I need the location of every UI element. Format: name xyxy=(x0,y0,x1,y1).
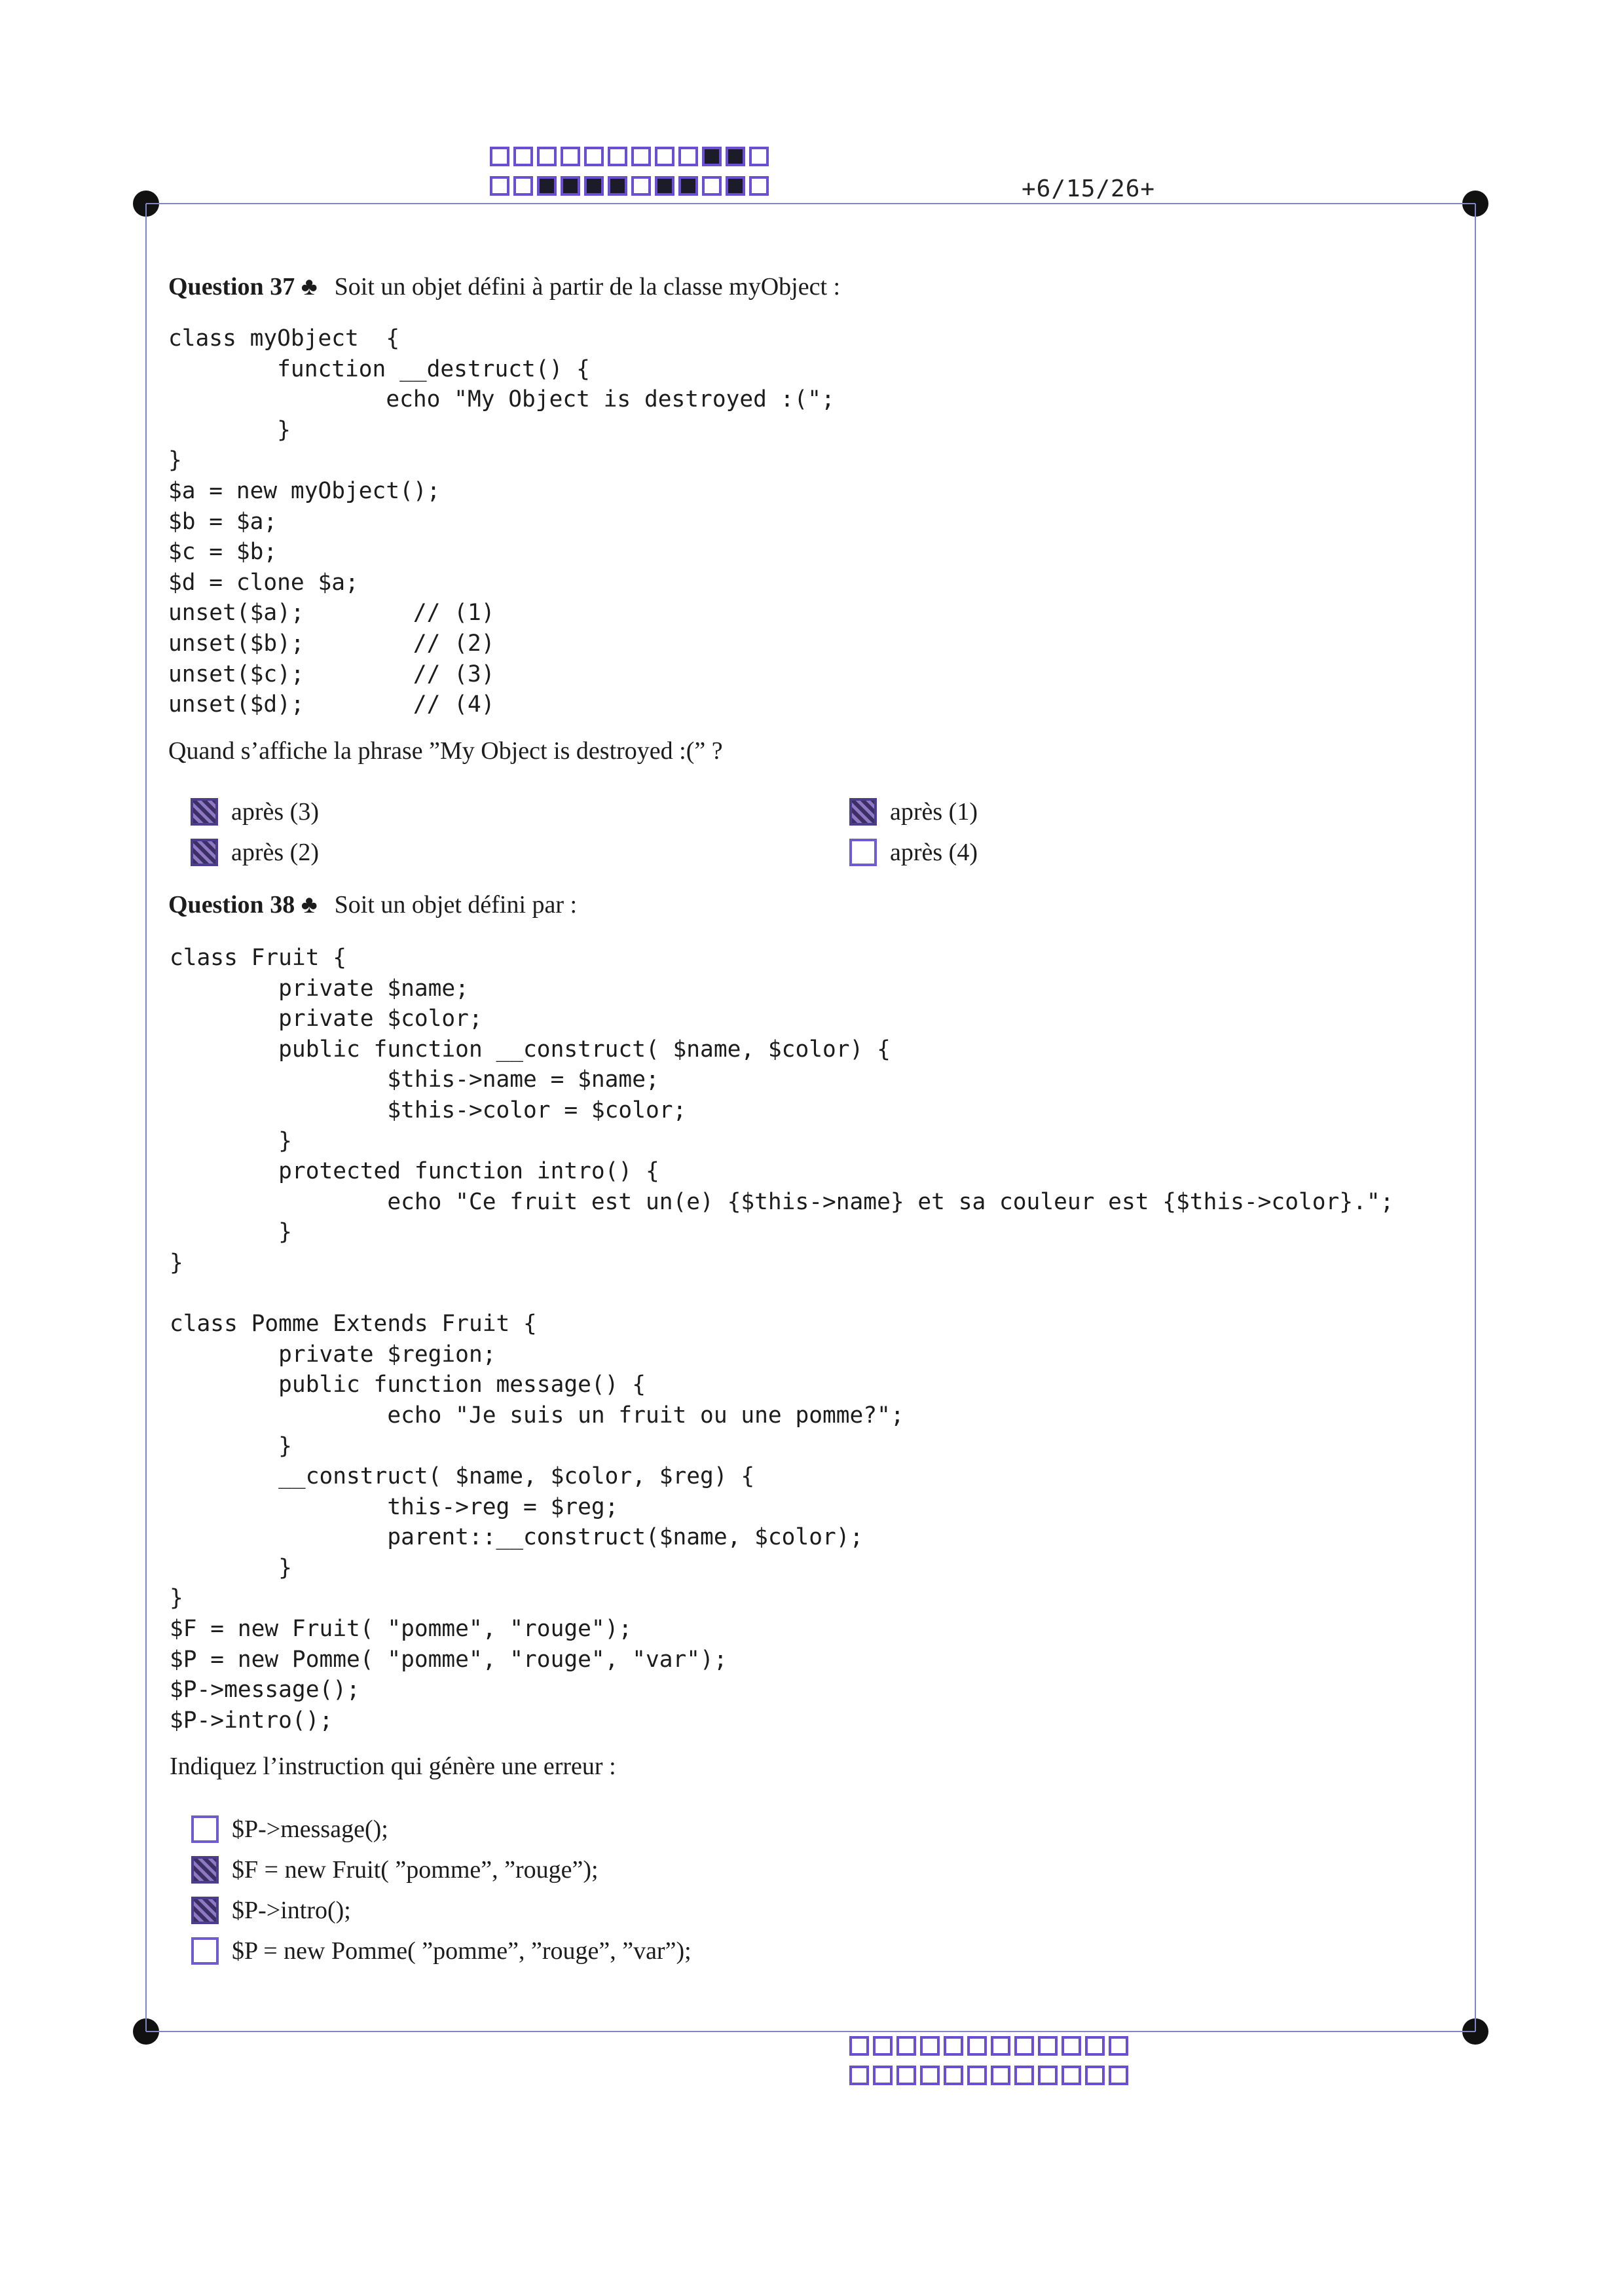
code-box xyxy=(702,176,722,196)
question-38-code: class Fruit { private $name; private $color; public function __construct( $name, $color) { $this->name = $name; $this->color = $color; } protected function intro() { echo "Ce fruit est un(e) {$this->name} et sa couleur est {$this->color}."; } } class Pomme Extends Fruit { private $region; public function message() { echo "Je suis un fruit ou une pomme?"; } __construct( $name, $color, $reg) { this->reg = $reg; parent::__construct($name, $color); } } $F = new Fruit( "pomme", "rouge"); $P = new Pomme( "pomme", "rouge", "var"); $P->message(); $P->intro(); xyxy=(170,945,1394,1734)
question-38-number: Question 38 ♣ xyxy=(168,891,318,919)
q38-checkbox-2[interactable] xyxy=(191,1856,219,1884)
code-box xyxy=(608,176,627,196)
code-box xyxy=(967,2036,987,2056)
code-box xyxy=(655,147,674,166)
code-box xyxy=(1014,2036,1034,2056)
q37-option-label: après (1) xyxy=(890,798,978,826)
code-box xyxy=(561,147,580,166)
code-box xyxy=(944,2036,963,2056)
frame-bottom-line xyxy=(146,2031,1475,2032)
q37-option-apres-2[interactable] xyxy=(191,838,319,867)
q38-option-message[interactable] xyxy=(191,1815,388,1844)
code-box xyxy=(726,176,745,196)
code-box xyxy=(1109,2036,1128,2056)
code-box xyxy=(967,2066,987,2085)
code-box xyxy=(1061,2036,1081,2056)
code-box xyxy=(678,176,698,196)
q38-option-intro[interactable] xyxy=(191,1896,351,1925)
code-box xyxy=(749,147,769,166)
q38-option-new-pomme[interactable] xyxy=(191,1937,692,1965)
q38-checkbox-4[interactable] xyxy=(191,1937,219,1965)
q38-option-new-fruit[interactable] xyxy=(191,1855,599,1884)
code-box xyxy=(920,2066,940,2085)
code-box xyxy=(991,2036,1010,2056)
code-box xyxy=(490,147,509,166)
code-box xyxy=(896,2066,916,2085)
footer-code-row-1 xyxy=(849,2036,1132,2056)
code-box xyxy=(537,147,557,166)
question-37-code: class myObject { function __destruct() { echo "My Object is destroyed :("; } } $a = new myObject(); $b = $a; $c = $b; $d = clone $a; unset($a); // (1) unset($b); // (2) unset($c); // (3) unset($d); // (4) xyxy=(168,325,835,718)
q38-option-label: $F = new Fruit( ”pomme”, ”rouge”); xyxy=(232,1856,599,1884)
code-box xyxy=(896,2036,916,2056)
code-box xyxy=(873,2066,893,2085)
q38-checkbox-1[interactable] xyxy=(191,1815,219,1843)
code-box xyxy=(849,2036,869,2056)
question-37-intro: Soit un objet défini à partir de la classe myObject : xyxy=(334,273,841,301)
q37-checkbox-4[interactable] xyxy=(849,839,877,866)
code-box xyxy=(1014,2066,1034,2085)
code-box xyxy=(561,176,580,196)
code-box xyxy=(991,2066,1010,2085)
frame-left-line xyxy=(145,204,147,2032)
q38-checkbox-3[interactable] xyxy=(191,1897,219,1924)
question-38-header xyxy=(168,890,577,919)
code-box xyxy=(1038,2036,1058,2056)
header-code-row-1 xyxy=(490,147,773,166)
code-box xyxy=(702,147,722,166)
footer-code-row-2 xyxy=(849,2066,1132,2085)
code-box xyxy=(1085,2066,1105,2085)
code-box xyxy=(849,2066,869,2085)
code-box xyxy=(631,147,651,166)
q37-option-apres-4[interactable] xyxy=(849,838,978,867)
question-38-prompt: Indiquez l’instruction qui génère une erreur : xyxy=(170,1753,616,1780)
code-box xyxy=(726,147,745,166)
question-37-header xyxy=(168,272,840,301)
question-37-number: Question 37 ♣ xyxy=(168,273,318,301)
q37-checkbox-3[interactable] xyxy=(849,798,877,826)
q37-option-apres-3[interactable] xyxy=(191,797,319,826)
frame-top-line xyxy=(146,203,1475,204)
q37-option-label: après (2) xyxy=(231,839,319,866)
code-box xyxy=(678,147,698,166)
q38-option-label: $P->message(); xyxy=(232,1815,388,1843)
question-37-prompt: Quand s’affiche la phrase ”My Object is destroyed :(” ? xyxy=(168,737,723,765)
code-box xyxy=(513,176,533,196)
code-box xyxy=(873,2036,893,2056)
code-box xyxy=(1061,2066,1081,2085)
q37-checkbox-2[interactable] xyxy=(191,839,218,866)
q38-option-label: $P = new Pomme( ”pomme”, ”rouge”, ”var”); xyxy=(232,1937,692,1965)
q37-checkbox-1[interactable] xyxy=(191,798,218,826)
code-box xyxy=(944,2066,963,2085)
code-box xyxy=(490,176,509,196)
code-box xyxy=(584,147,604,166)
q37-option-apres-1[interactable] xyxy=(849,797,978,826)
q37-option-label: après (4) xyxy=(890,839,978,866)
code-box xyxy=(1038,2066,1058,2085)
code-box xyxy=(608,147,627,166)
code-box xyxy=(920,2036,940,2056)
code-box xyxy=(537,176,557,196)
code-box xyxy=(584,176,604,196)
q38-option-label: $P->intro(); xyxy=(232,1897,351,1924)
code-box xyxy=(1109,2066,1128,2085)
code-box xyxy=(655,176,674,196)
code-box xyxy=(749,176,769,196)
code-box xyxy=(513,147,533,166)
code-box xyxy=(631,176,651,196)
code-box xyxy=(1085,2036,1105,2056)
question-38-intro: Soit un objet défini par : xyxy=(334,891,578,919)
frame-right-line xyxy=(1475,204,1476,2032)
q37-option-label: après (3) xyxy=(231,798,319,826)
header-code-row-2 xyxy=(490,176,773,196)
page-identifier: +6/15/26+ xyxy=(1022,175,1156,202)
